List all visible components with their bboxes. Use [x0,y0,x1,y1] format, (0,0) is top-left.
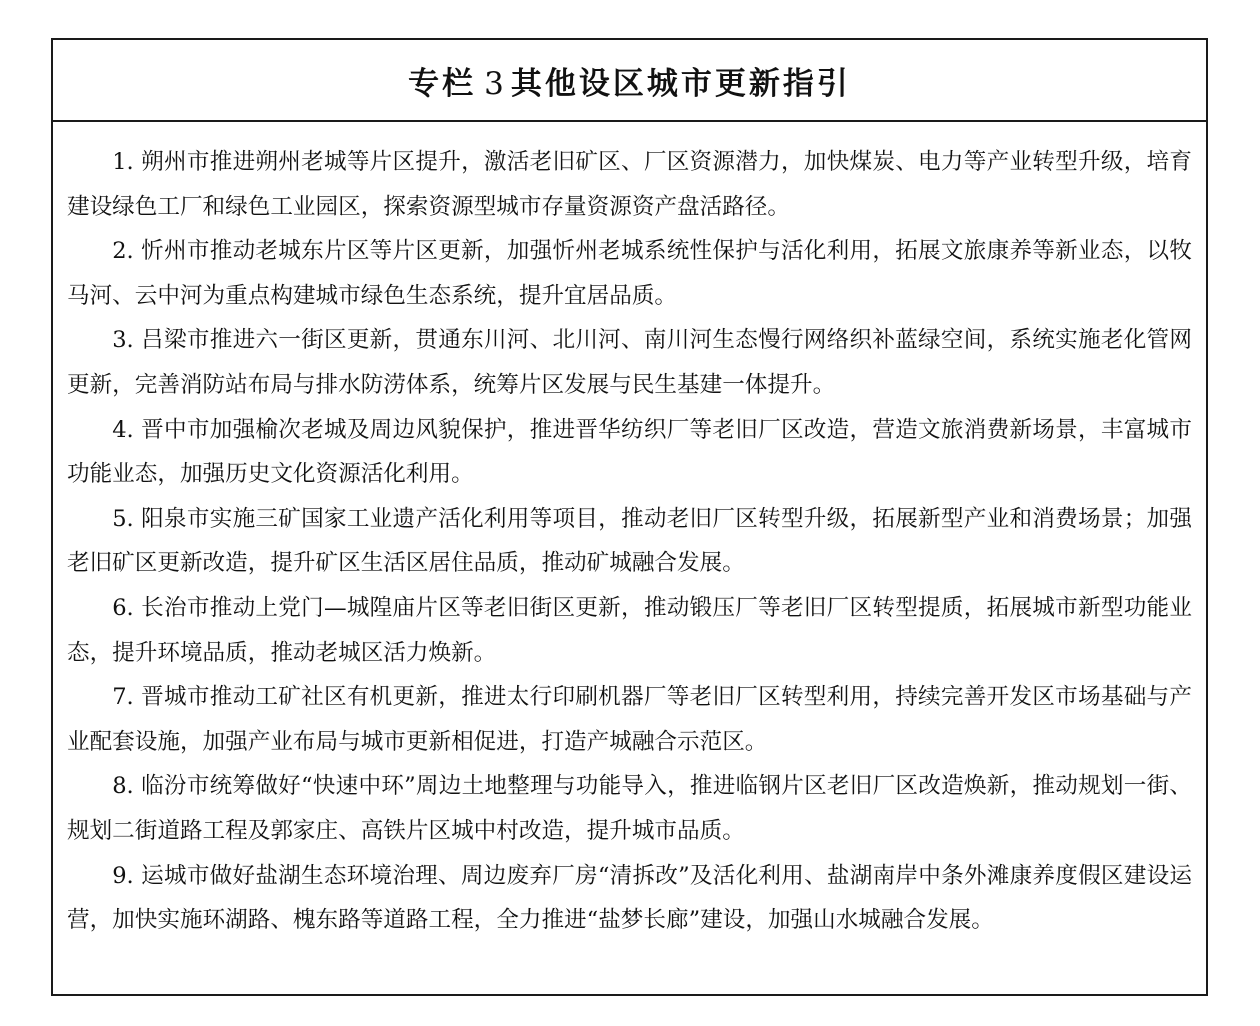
panel-title [408,58,851,103]
guideline-item-4: 4. 晋中市加强榆次老城及周边风貌保护，推进晋华纺织厂等老旧厂区改造，营造文旅消费新场景，丰富城市功能业态，加强历史文化资源活化利用。 [67,416,1192,488]
guideline-item-7: 7. 晋城市推动工矿社区有机更新，推进太行印刷机器厂等老旧厂区转型利用，持续完善开发区市场基础与产业配套设施，加强产业布局与城市更新相促进，打造产城融合示范区。 [67,684,1192,755]
guideline-item-9: 9. 运城市做好盐湖生态环境治理、周边废弃厂房“清拆改”及活化利用、盐湖南岸中条外滩康养度假区建设运营，加快实施环湖路、槐东路等道路工程，全力推进“盐梦长廊”建设，加强山水城融合发展。 [67,862,1192,934]
column-panel [51,38,1208,996]
title-number: 3 [484,65,507,102]
title-prefix: 专栏 [408,65,477,102]
title-text: 其他设区城市更新指引 [510,65,851,102]
panel-header [53,40,1206,122]
guideline-item-6: 6. 长治市推动上党门—城隍庙片区等老旧街区更新，推动锻压厂等老旧厂区转型提质，拓展城市新型功能业态，提升环境品质，推动老城区活力焕新。 [67,594,1192,666]
panel-body [67,140,1192,943]
guideline-item-1: 1. 朔州市推进朔州老城等片区提升，激活老旧矿区、厂区资源潜力，加快煤炭、电力等产业转型升级，培育建设绿色工厂和绿色工业园区，探索资源型城市存量资源资产盘活路径。 [67,149,1192,220]
guideline-item-8: 8. 临汾市统筹做好“快速中环”周边土地整理与功能导入，推进临钢片区老旧厂区改造焕新，推动规划一街、规划二街道路工程及郭家庄、高铁片区城中村改造，提升城市品质。 [67,773,1192,844]
guideline-item-3: 3. 吕梁市推进六一街区更新，贯通东川河、北川河、南川河生态慢行网络织补蓝绿空间，系统实施老化管网更新，完善消防站布局与排水防涝体系，统筹片区发展与民生基建一体提升。 [67,327,1192,398]
guideline-item-5: 5. 阳泉市实施三矿国家工业遗产活化利用等项目，推动老旧厂区转型升级，拓展新型产业和消费场景；加强老旧矿区更新改造，提升矿区生活区居住品质，推动矿城融合发展。 [67,505,1192,577]
guideline-item-2: 2. 忻州市推动老城东片区等片区更新，加强忻州老城系统性保护与活化利用，拓展文旅康养等新业态，以牧马河、云中河为重点构建城市绿色生态系统，提升宜居品质。 [67,238,1192,309]
